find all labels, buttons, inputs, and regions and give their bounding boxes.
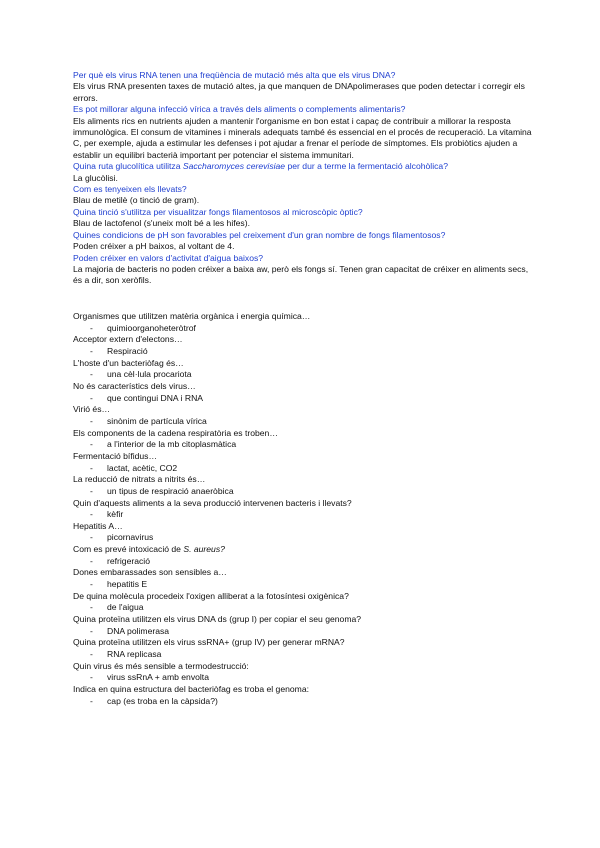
question-3-pre: Quina ruta glucolítica utilitza [73, 161, 183, 172]
list-answer-text: que contingui DNA i RNA [107, 392, 204, 403]
list-answer-text: picornavirus [107, 532, 154, 543]
list-question-species: S. aureus? [183, 544, 225, 555]
list-answer-text: una cèl·lula procariota [107, 369, 192, 380]
list-answer-text: RNA replicasa [107, 649, 162, 660]
list-question: Indica en quina estructura del bacteriòfag es troba el genoma: [73, 684, 310, 694]
list-question: Hepatitis A… [73, 520, 123, 531]
dash-bullet: - [90, 625, 93, 636]
dash-bullet: - [90, 345, 93, 356]
list-question: Quin d'aquests aliments a la seva producció intervenen bacteris i llevats? [73, 497, 352, 508]
dash-bullet: - [90, 649, 93, 660]
dash-bullet: - [90, 672, 93, 683]
list-answer [73, 649, 533, 661]
list-answer-text: kèfir [107, 509, 124, 520]
dash-bullet: - [90, 322, 93, 333]
answer-4: Blau de metilè (o tinció de gram). [73, 195, 200, 206]
list-question: De quina molècula procedeix l'oxigen alliberat a la fotosíntesi oxigènica? [73, 590, 349, 601]
answer-5: Blau de lactofenol (s'uneix molt bé a les hifes). [73, 218, 250, 229]
dash-bullet: - [90, 532, 93, 543]
dash-bullet: - [90, 415, 93, 426]
dash-bullet: - [90, 462, 93, 473]
question-4: Com es tenyeixen els llevats? [73, 184, 187, 195]
list-answer [73, 393, 533, 405]
list-answer [73, 416, 533, 428]
list-answer [73, 602, 533, 614]
question-3 [73, 161, 533, 172]
list-answer-text: lactat, acètic, CO2 [107, 462, 178, 473]
answer-2: Els aliments rics en nutrients ajuden a mantenir l'organisme en bon estat i capaç de contribuir a millorar la resposta immunològica. El consum de vitamines i minerals adequats també és essencial en el procés de recuperació. La vitamina C, per exemple, ajuda a estimular les defenses i pot ajudar a frenar el període de símptomes. Els probiòtics ajuden a establir un equilibri bacterià important per potenciar el sistema immunitari. [73, 115, 532, 160]
list-answer-text: un tipus de respiració anaeròbica [107, 485, 234, 496]
list-answer [73, 323, 533, 335]
dash-bullet: - [90, 555, 93, 566]
list-answer [73, 509, 533, 521]
list-answer-text: de l'aigua [107, 602, 144, 613]
list-answer [73, 463, 533, 475]
dash-bullet: - [90, 509, 93, 520]
list-question: Fermentació bífidus… [73, 450, 158, 461]
list-question: Quina proteïna utilitzen els virus ssRNA+ (grup IV) per generar mRNA? [73, 637, 345, 648]
dash-bullet: - [90, 695, 93, 706]
answer-7: La majoria de bacteris no poden créixer a baixa aw, però els fongs sí. Tenen gran capacitat de créixer en aliments secs, és a dir, son xeròfils. [73, 263, 529, 286]
answer-1: Els virus RNA presenten taxes de mutació altes, ja que manquen de DNApolimerases que poden detectar i corregir els errors. [73, 81, 525, 103]
question-6: Quines condicions de pH son favorables pel creixement d'un gran nombre de fongs filamentosos? [73, 229, 446, 240]
question-7: Poden créixer en valors d'activitat d'aigua baixos? [73, 252, 264, 263]
list-answer [73, 369, 533, 381]
list-answer [73, 486, 533, 498]
question-3-species: Saccharomyces cerevisiae [182, 161, 286, 172]
list-answer-text: hepatitis E [107, 579, 148, 590]
question-3-post: per dur a terme la fermentació alcohòlica? [285, 161, 448, 172]
list-answer [73, 672, 533, 684]
quiz-list [73, 311, 533, 707]
list-answer-text: a l'interior de la mb citoplasmàtica [107, 439, 237, 450]
list-question: Acceptor extern d'electons… [73, 334, 183, 345]
dash-bullet: - [90, 439, 93, 450]
list-answer [73, 346, 533, 358]
list-question-pre: Com es prevé intoxicació de [73, 544, 184, 555]
list-answer [73, 696, 533, 708]
list-question: L'hoste d'un bacteriòfag és… [73, 357, 184, 368]
list-answer-text: refrigeració [107, 555, 150, 566]
dash-bullet: - [90, 602, 93, 613]
list-answer-text: quimioorganoheteròtrof [107, 322, 196, 333]
list-question: No és característics dels virus… [73, 380, 196, 391]
list-answer [73, 579, 533, 591]
dash-bullet: - [90, 485, 93, 496]
dash-bullet: - [90, 392, 93, 403]
qa-section [73, 70, 533, 287]
list-answer-text: DNA polimerasa [107, 625, 170, 636]
list-answer [73, 556, 533, 568]
list-question: Quina proteïna utilitzen els virus DNA ds (grup I) per copiar el seu genoma? [73, 614, 362, 625]
list-answer-text: Respiració [107, 345, 148, 356]
dash-bullet: - [90, 579, 93, 590]
list-answer [73, 439, 533, 451]
dash-bullet: - [90, 369, 93, 380]
list-question: La reducció de nitrats a nitrits és… [73, 474, 206, 485]
list-answer-text: virus ssRnA + amb envolta [107, 672, 209, 683]
list-question: Virió és… [73, 404, 111, 415]
list-answer-text: cap (es troba en la càpsida?) [107, 695, 218, 706]
list-question: Els components de la cadena respiratòria es troben… [73, 427, 278, 438]
question-5: Quina tinció s'utilitza per visualitzar fongs filamentosos al microscòpic òptic? [73, 206, 363, 217]
list-question: Quin virus és més sensible a termodestrucció: [73, 660, 249, 671]
question-1: Per què els virus RNA tenen una freqüència de mutació més alta que els virus DNA? [73, 70, 396, 80]
list-answer [73, 532, 533, 544]
list-question [73, 544, 533, 556]
list-question: Organismes que utilitzen matèria orgànica i energia química… [73, 311, 311, 321]
list-question: Dones embarassades son sensibles a… [73, 567, 227, 578]
question-2: Es pot millorar alguna infecció vírica a través dels aliments o complements alimentaris? [73, 104, 406, 115]
list-answer [73, 626, 533, 638]
answer-3: La glucòlisi. [73, 172, 118, 183]
answer-6: Poden créixer a pH baixos, al voltant de 4. [73, 241, 235, 252]
list-answer-text: sinònim de partícula vírica [107, 415, 207, 426]
